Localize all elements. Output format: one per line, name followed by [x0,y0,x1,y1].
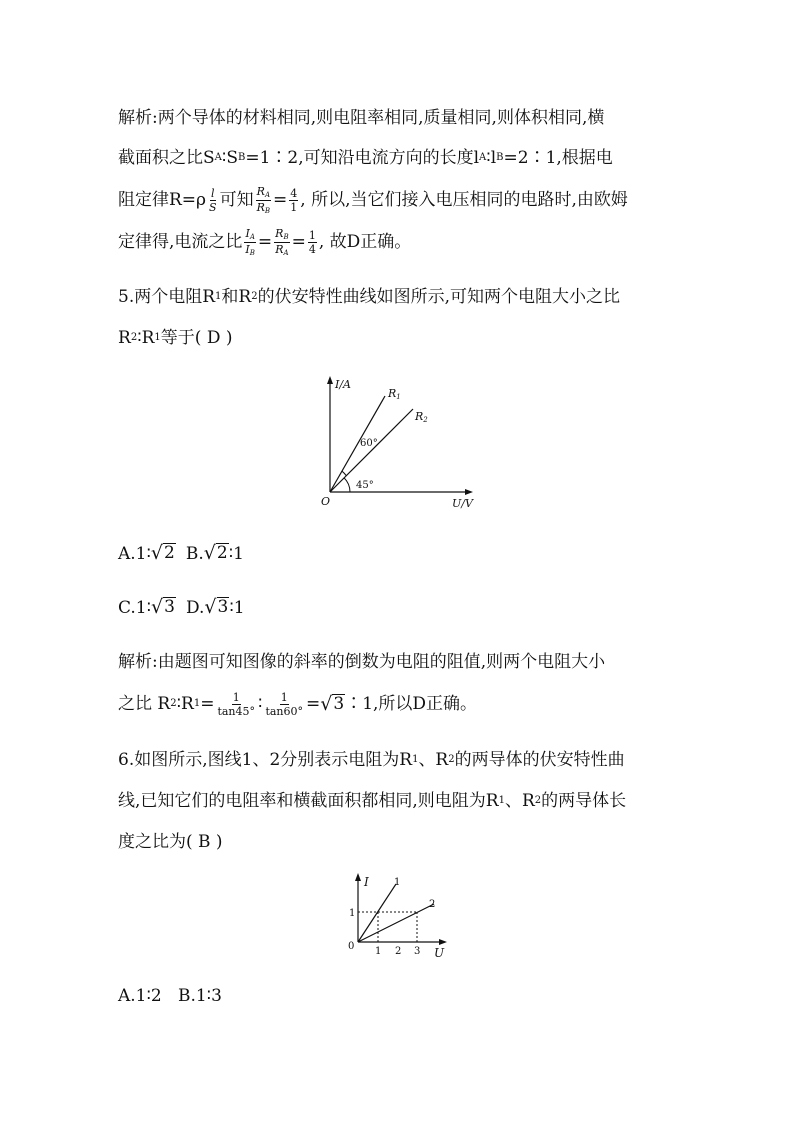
q6-x-tick-1: 1 [375,946,382,957]
q6-line-2-label: 2 [429,899,436,910]
q5-angle-45-label: 45° [356,480,374,491]
sqrt-3: √ 3 [320,692,345,715]
q6-options-ab[interactable]: A.1∶2 B.1∶3 [118,986,222,1006]
q5-solution-line-2: 之比 R 2 ∶R 1 = $\frac{1}{\tan 45^\circ}$ ∶ $\frac{1}{\tan 60^\circ}$ = √ 3 ∶1,所以D正确。 [118,690,478,718]
q6-y-tick-1: 1 [349,908,356,919]
analysis-line-2: 截面积之比S A ∶S B =1∶2,可知沿电流方向的长度l A ∶l B =2∶1,根据电 [118,148,613,168]
question-6-line-1: 6.如图所示,图线1、2分别表示电阻为R 1 、R 2 的两导体的伏安特性曲 [118,750,625,770]
analysis-line-1: 解析:两个导体的材料相同,则电阻率相同,质量相同,则体积相同,横 [118,108,605,128]
fraction-ra-over-rb: $\frac{R_A}{R_B}$ [256,184,271,215]
q5-angle-60-label: 60° [360,438,378,449]
q5-angle-arc-45 [344,478,350,492]
q5-iv-graph [318,374,478,516]
q5-options-cd [118,594,245,622]
q5-y-axis-label: I/A [335,378,351,391]
q6-iv-graph [340,870,452,962]
q5-option-d[interactable]: D. √ 3 ∶1 [185,596,245,618]
q5-option-c[interactable]: C.1∶ √ 3 [118,596,175,618]
fraction-l-over-s: $\frac{l}{S}$ [209,186,217,214]
q6-y-axis-label: I [364,875,369,889]
q5-r1-label: R1 [388,387,401,401]
q5-r2-label: R2 [415,410,428,424]
q5-origin-label: O [321,495,331,508]
fraction-1-over-tan60: $\frac{1}{\tan 60^\circ}$ [265,690,304,718]
q5-x-arrow [465,489,473,495]
q5-options-ab [118,540,244,568]
q5-option-b[interactable]: B. √ 2 ∶1 [185,542,244,564]
question-5-line-1: 5.两个电阻R 1 和R 2 的伏安特性曲线如图所示,可知两个电阻大小之比 [118,287,620,307]
q6-x-arrow [439,939,447,945]
fraction-1-over-tan45: $\frac{1}{\tan 45^\circ}$ [217,690,256,718]
q6-y-arrow [355,873,361,881]
question-6-line-3: 度之比为( B ) [118,832,223,852]
q5-solution-line-1: 解析:由题图可知图像的斜率的倒数为电阻的阻值,则两个电阻大小 [118,652,606,672]
question-6-line-2: 线,已知它们的电阻率和横截面积都相同,则电阻为R 1 、R 2 的两导体长 [118,791,627,811]
fraction-rb-over-ra: $\frac{R_B}{R_A}$ [275,226,289,257]
q5-y-arrow [327,376,333,384]
question-5-line-2: R 2 ∶R 1 等于( D ) [118,328,233,348]
q6-line-1-label: 1 [394,877,401,888]
q6-x-tick-2: 2 [395,946,402,957]
q5-x-axis-label: U/V [452,497,473,510]
fraction-4-over-1: $\frac{4}{1}$ [290,186,298,214]
q6-x-tick-3: 3 [414,946,421,957]
q6-line-2 [358,904,434,942]
q6-line-1 [358,884,396,942]
q6-x-axis-label: U [434,946,445,960]
q5-angle-arc-60 [342,471,346,476]
analysis-line-3: 阻定律R=ρ $\frac{l}{S}$ 可知 $\frac{R_A}{R_B}$ = $\frac{4}{1}$ , 所以,当它们接入电压相同的电路时,由欧姆 [118,184,628,215]
q5-option-a[interactable]: A.1∶ √ 2 [118,542,175,564]
fraction-1-over-4: $\frac{1}{4}$ [308,228,316,256]
analysis-line-4: 定律得,电流之比 $\frac{I_A}{I_B}$ = $\frac{R_B}{R_A}$ = $\frac{1}{4}$ , 故D正确。 [118,226,412,257]
fraction-ia-over-ib: $\frac{I_A}{I_B}$ [245,226,255,257]
q6-origin-label: 0 [348,941,355,952]
